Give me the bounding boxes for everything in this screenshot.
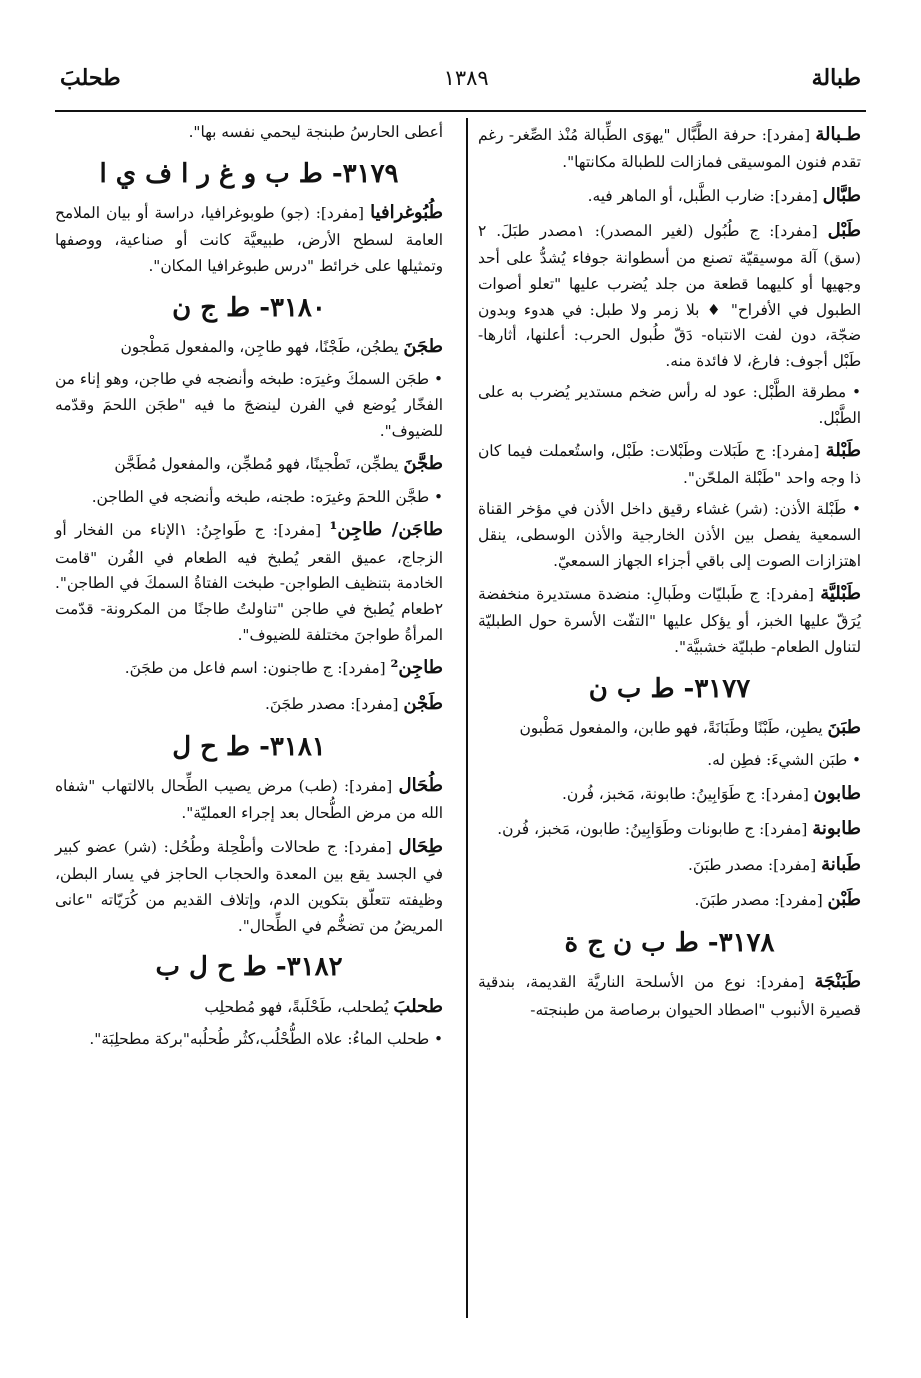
entry-headword: طبَّال	[822, 184, 861, 206]
entry-definition: [مفرد]: حرفة الطَّبَّال "يهوَى الطِّبالة مُنْذ الصِّغر- رغم تقدم فنون الموسيقى فمازالت للطبالة مكانتها".	[478, 126, 861, 172]
header-right-word: طبالة	[811, 65, 861, 91]
entry-headword: طحلبَ	[393, 995, 443, 1017]
entry-definition: [مفرد]: مصدر طبَنَ.	[694, 890, 828, 909]
entry-definition: • مطرقة الطَّبْل: عود له رأس ضخم مستدير يُضرب به على الطَّبْل.	[478, 382, 861, 427]
column-divider	[466, 118, 468, 1318]
dictionary-entry	[478, 497, 861, 574]
dictionary-entry	[478, 436, 861, 492]
dictionary-entry	[55, 515, 443, 648]
dictionary-entry	[55, 367, 443, 444]
entry-definition: [مفرد]: ج طَبَلات وطَبْلات: طَبْل، واستُعملت فيما كان ذا وجه واحد "طَبْلة الملحّن".	[478, 442, 861, 488]
left-column	[55, 120, 443, 1058]
entry-definition: [مفرد]: ج طابونات وطَوَابِينُ: طابون، مَخبز، فُرن.	[497, 820, 813, 839]
dictionary-entry	[478, 713, 861, 743]
entry-definition: [مفرد]: (طب) مرض يصيب الطِّحال بالالتهاب "شفاه الله من مرض الطُّحال بعد إجراء العمليّة".	[55, 777, 443, 823]
entry-headword: طاجَن/ طاجِن¹	[329, 519, 443, 541]
entry-headword: طابونة	[812, 818, 861, 840]
dictionary-entry	[55, 689, 443, 719]
section-heading: ٣١٧٩- ط ب و غ ر ا ف ي ا	[99, 158, 399, 189]
entry-headword: طَبْن	[827, 888, 861, 910]
dictionary-entry	[55, 485, 443, 511]
section-heading: ٣١٨٢- ط ح ل ب	[155, 952, 343, 983]
dictionary-entry	[478, 579, 861, 661]
dictionary-entry	[55, 332, 443, 362]
entry-definition: [مفرد]: ج طحالات وأطْحِلة وطُحُل: (شر) عضو كبير في الجسد يقع بين المعدة والحجاب الحاجز في يسار البطن، وظيفته تتعلّق بتكوين الدم، وإتلاف القديم من كُرَيّاته "عانى المريضُ من تضخُّم في الطِّحال".	[55, 838, 443, 935]
entry-headword: طَبانة	[821, 853, 861, 875]
entry-definition: [مفرد]: ضارب الطَّبل، أو الماهر فيه.	[587, 186, 823, 205]
dictionary-entry	[55, 198, 443, 280]
page-number: ١٣٨٩	[443, 66, 489, 90]
dictionary-entry	[478, 850, 861, 880]
dictionary-entry	[478, 380, 861, 431]
entry-definition: • طبَن الشيءَ: فطِن له.	[707, 751, 861, 770]
entry-headword: طابون	[813, 783, 861, 805]
dictionary-entry	[478, 779, 861, 809]
dictionary-entry	[55, 120, 443, 146]
entry-definition: [مفرد]: ج طَوَابِينُ: طابونة، مَخبز، فُرن.	[562, 785, 814, 804]
entry-headword: طَبَنْجَة	[814, 971, 861, 993]
entry-headword: طَجْن	[403, 692, 443, 714]
entry-definition: [مفرد]: مصدر طجَنَ.	[265, 694, 404, 713]
dictionary-entry	[478, 885, 861, 915]
entry-definition: • طجَن السمكَ وغيرَه: طبخه وأنضجه في طاجن، وهو إناء من الفخّار يُوضع في الفرن لينضجَ ما فيه "طجَن اللحمَ وقدّمه للضيوف".	[55, 370, 443, 440]
entry-definition: [مفرد]: ج طَبليّات وطَبالِ: منضدة مستديرة منخفضة يُرَقّ عليها الخبز، أو يؤكل عليها "التفّت الأسرة حول الطبليّة لتناول الطعام- طبليّة خشبيَّة".	[478, 585, 861, 657]
header-rule	[55, 110, 866, 112]
section-heading: ٣١٨١- ط ح ل	[172, 731, 326, 762]
entry-headword: طَبْلة	[825, 440, 861, 462]
entry-definition: يطجُن، طَجْنًا، فهو طاجِن، والمفعول مَطْجون	[120, 338, 404, 357]
entry-headword: طجَنَ	[403, 336, 443, 358]
dictionary-entry	[478, 748, 861, 774]
dictionary-entry	[478, 181, 861, 211]
entry-definition: [مفرد]: ج طُبُول (لغير المصدر): ١مصدر طبَلَ. ٢ (سق) آلة موسيقيّة تصنع من أسطوانة جوفاء يُشدُّ على أحد وجهيها أو كليهما قطعة من جلد يُضرب عليها "تعلو أصوات الطبول في الأفراح" ♦ بلا زمر ولا طبل: في هدوء وبدون ضجّة، دون لفت الانتباه- دَقّ طُبول الحرب: أعلنها، أثارها- طَبْل أجوف: فارغ، لا فائدة منه.	[478, 222, 861, 371]
entry-definition: • طَبْلة الأذن: (شر) غشاء رقيق داخل الأذن في مؤخر القناة السمعية يفصل بين الأذن الخارجية والأذن الوسطى، ينقل اهتزازات الصوت إلى باقي أجزاء الجهاز السمعيّ.	[478, 500, 861, 570]
entry-headword: طَبْل	[827, 220, 861, 242]
entry-headword: طـبالة	[815, 124, 861, 145]
section-heading: ٣١٧٨- ط ب ن ج ة	[564, 928, 775, 959]
dictionary-entry	[55, 1027, 443, 1053]
entry-headword: طجَّنَ	[403, 453, 443, 475]
dictionary-entry	[55, 832, 443, 939]
entry-definition: [مفرد]: (جو) طوبوغرافيا، دراسة أو بيان الملامح العامة لسطح الأرض، طبيعيَّة كانت أو صناعية، ووصفها وتمثيلها على خرائط "درس طبوغرافيا المكان".	[55, 204, 443, 275]
dictionary-entry	[55, 449, 443, 479]
entry-definition: أعطى الحارسُ طبنجة ليحمي نفسه بها".	[188, 123, 443, 141]
dictionary-entry	[478, 216, 861, 375]
entry-headword: طاجِن²	[390, 657, 443, 679]
dictionary-entry	[478, 120, 861, 176]
entry-definition: [مفرد]: مصدر طبَنَ.	[688, 855, 822, 874]
page-header	[60, 58, 861, 98]
dictionary-entry	[55, 653, 443, 683]
entry-definition: • طحلب الماءُ: علاه الطُّحْلُب،كثُر طُحلُبه"بركة مطحلِبَة".	[89, 1029, 443, 1048]
dictionary-entry	[478, 814, 861, 844]
entry-definition: يطجِّن، تَطْجينًا، فهو مُطجِّن، والمفعول مُطَجَّن	[114, 455, 404, 474]
entry-definition: [مفرد]: ج طَواجِنُ: ١الإناء من الفخار أو الزجاج، عميق القعر يُطبخ فيه الطعام في الفُرن "قامت الخادمة بتنظيف الطواجن- طبخت الفتاةُ السمكَ في الطاجن". ٢طعام يُطبخ في طاجن "تناولتُ طاجنًا من المكرونة- قدّمت المرأةُ طواجنَ مختلفة للضيوف".	[55, 521, 443, 644]
section-heading: ٣١٧٧- ط ب ن	[588, 673, 751, 704]
dictionary-entry	[55, 771, 443, 827]
entry-headword: طِحَال	[398, 836, 443, 858]
section-heading: ٣١٨٠- ط ج ن	[172, 292, 326, 323]
entry-definition: • طجَّن اللحمَ وغيرَه: طجنه، طبخه وأنضجه في الطاجن.	[91, 487, 443, 506]
entry-definition: [مفرد]: ج طاجنون: اسم فاعل من طجَنَ.	[124, 659, 391, 678]
entry-definition: يُطحلب، طَحْلَبةً، فهو مُطحلِب	[204, 997, 394, 1016]
dictionary-entry	[55, 992, 443, 1022]
header-left-word: طحلبَ	[60, 65, 121, 91]
entry-definition: [مفرد]: نوع من الأسلحة الناريَّة القديمة، بندقية قصيرة الأنبوب "اصطاد الحيوان برصاصة من طبنجته-	[478, 973, 861, 1019]
right-column	[478, 120, 861, 1028]
entry-headword: طَبْليَّة	[820, 583, 861, 605]
entry-headword: طُحَال	[398, 775, 443, 797]
dictionary-entry	[478, 967, 861, 1023]
entry-definition: يطبِن، طَبْنًا وطَبَانَةً، فهو طابن، والمفعول مَطْبون	[519, 719, 828, 738]
entry-headword: طُبُوغرافيا	[370, 202, 443, 224]
entry-headword: طبَنَ	[827, 717, 861, 739]
